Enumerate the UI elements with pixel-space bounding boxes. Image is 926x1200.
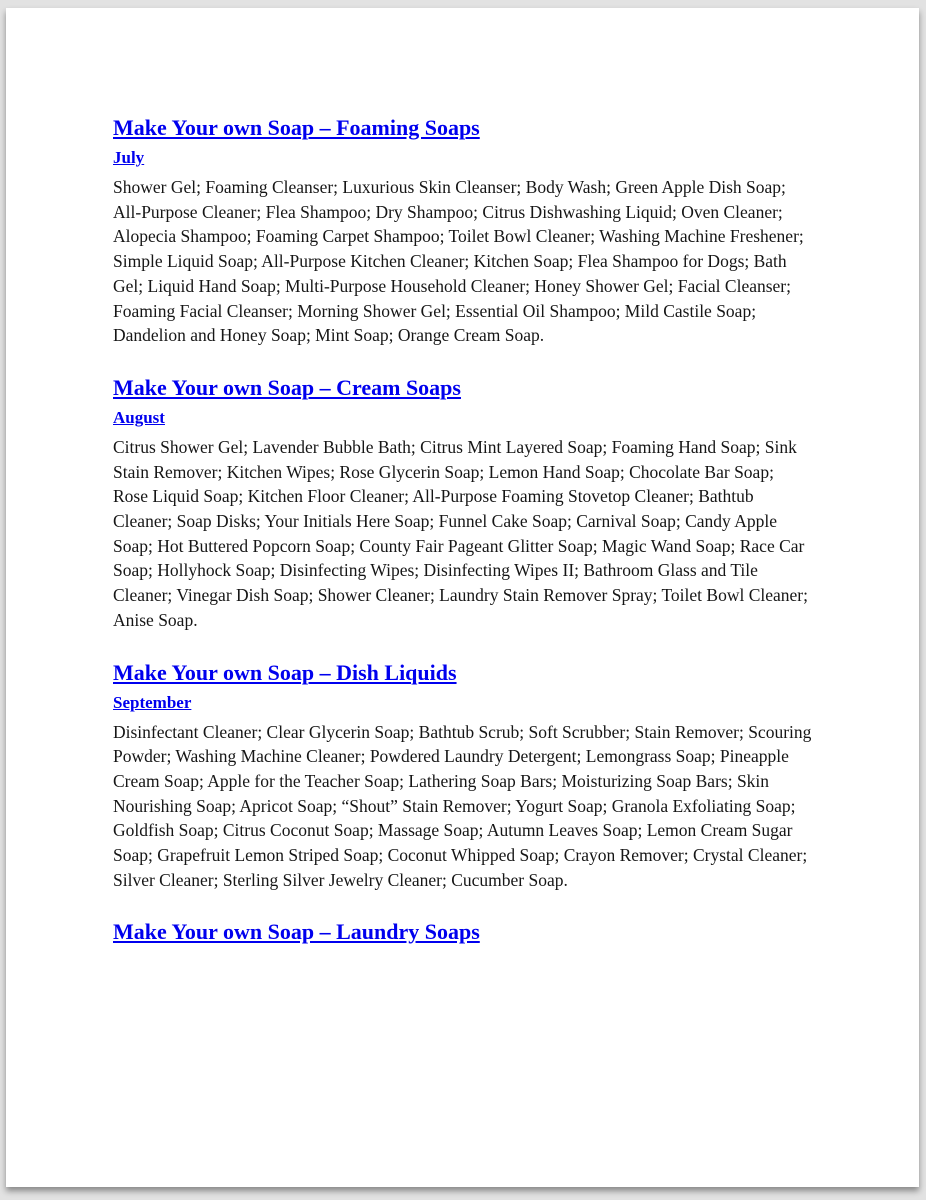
- soap-section: [113, 114, 812, 348]
- section-items-text: Disinfectant Cleaner; Clear Glycerin Soap; Bathtub Scrub; Soft Scrubber; Stain Remover; Scouring Powder; Washing Machine Cleaner; Powdered Laundry Detergent; Lemongrass Soap; Pineapple Cream Soap; Apple for the Teacher Soap; Lathering Soap Bars; Moisturizing Soap Bars; Skin Nourishing Soap; Apricot Soap; “Shout” Stain Remover; Yogurt Soap; Granola Exfoliating Soap; Goldfish Soap; Citrus Coconut Soap; Massage Soap; Autumn Leaves Soap; Lemon Cream Sugar Soap; Grapefruit Lemon Striped Soap; Coconut Whipped Soap; Crayon Remover; Crystal Cleaner; Silver Cleaner; Sterling Silver Jewelry Cleaner; Cucumber Soap.: [113, 721, 812, 890]
- soap-section: [113, 374, 812, 633]
- section-month-link[interactable]: September: [113, 692, 192, 712]
- section-items-text: Shower Gel; Foaming Cleanser; Luxurious Skin Cleanser; Body Wash; Green Apple Dish Soap; All-Purpose Cleaner; Flea Shampoo; Dry Shampoo; Citrus Dishwashing Liquid; Oven Cleaner; Alopecia Shampoo; Foaming Carpet Shampoo; Toilet Bowl Cleaner; Washing Machine Freshener; Simple Liquid Soap; All-Purpose Kitchen Cleaner; Kitchen Soap; Flea Shampoo for Dogs; Bath Gel; Liquid Hand Soap; Multi-Purpose Household Cleaner; Honey Shower Gel; Facial Cleanser; Foaming Facial Cleanser; Morning Shower Gel; Essential Oil Shampoo; Mild Castile Soap; Dandelion and Honey Soap; Mint Soap; Orange Cream Soap.: [113, 177, 804, 346]
- section-month-link[interactable]: August: [113, 407, 165, 427]
- soap-section: [113, 659, 812, 893]
- section-title-link[interactable]: Make Your own Soap – Dish Liquids: [113, 659, 457, 685]
- document-page: [6, 8, 919, 1187]
- section-title-link[interactable]: Make Your own Soap – Foaming Soaps: [113, 115, 480, 140]
- section-items-text: Citrus Shower Gel; Lavender Bubble Bath; Citrus Mint Layered Soap; Foaming Hand Soap; Sink Stain Remover; Kitchen Wipes; Rose Glycerin Soap; Lemon Hand Soap; Chocolate Bar Soap; Rose Liquid Soap; Kitchen Floor Cleaner; All-Purpose Foaming Stovetop Cleaner; Bathtub Cleaner; Soap Disks; Your Initials Here Soap; Funnel Cake Soap; Carnival Soap; Candy Apple Soap; Hot Buttered Popcorn Soap; County Fair Pageant Glitter Soap; Magic Wand Soap; Race Car Soap; Hollyhock Soap; Disinfecting Wipes; Disinfecting Wipes II; Bathroom Glass and Tile Cleaner; Vinegar Dish Soap; Shower Cleaner; Laundry Stain Remover Spray; Toilet Bowl Cleaner; Anise Soap.: [113, 436, 808, 630]
- section-month-link[interactable]: July: [113, 148, 145, 167]
- soap-section: [113, 918, 812, 946]
- section-title-link[interactable]: Make Your own Soap – Cream Soaps: [113, 374, 461, 400]
- section-title-link[interactable]: Make Your own Soap – Laundry Soaps: [113, 919, 480, 945]
